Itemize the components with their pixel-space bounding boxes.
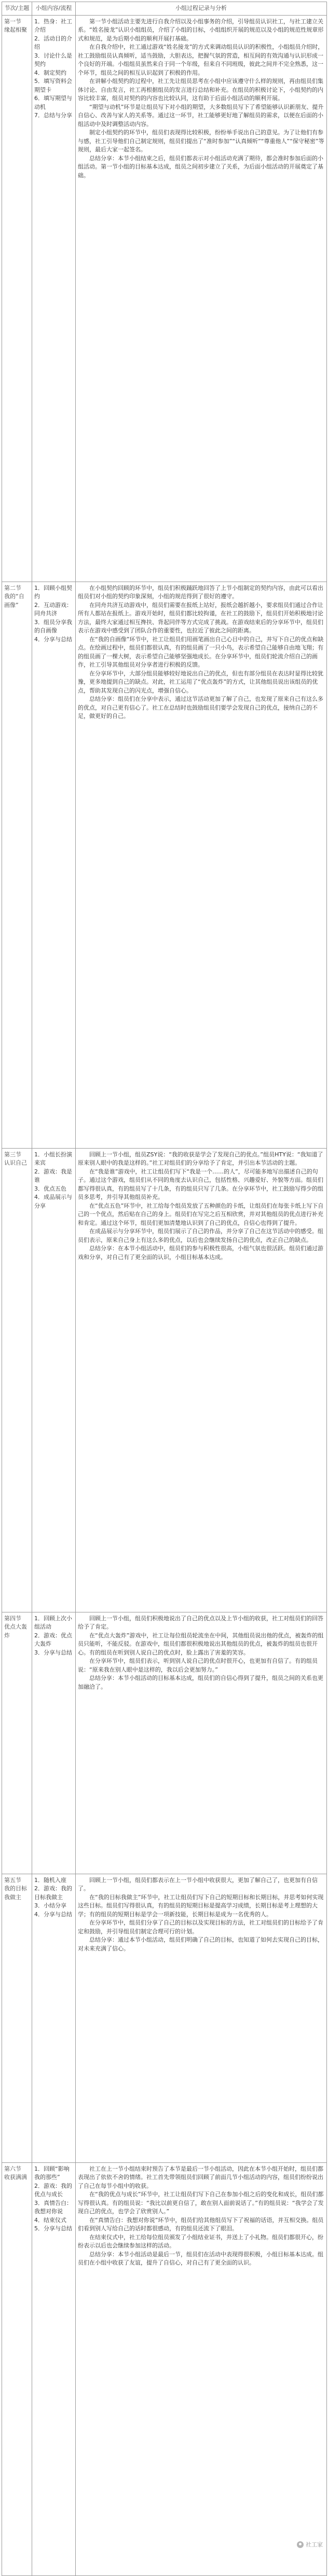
flow-list [32,15,76,582]
flow-item: 3．分享与总结 [34,1649,72,1656]
record-paragraph: 总结分享：本节小组结束之后，组员们都表示对小组活动充满了期待，都会准时参加后面的小组活动。第一节小组的目标基本达成，组员之间初步建立了关系，为后面小组活动的开展奠定了基础。 [78,154,323,179]
section-title [2,1148,32,1612]
table-row [2,2162,327,2575]
record-paragraph: 在成品展示与分享环节中，组员们展示了自己的作品，并分享了自己在这节活动中的感受。组员们表示，原来自己身上有这么多的优点，以后也会继续发扬自己的优点，改正自己的缺点。 [78,1228,323,1243]
section-title [2,2162,32,2575]
record-analysis [76,1874,327,2162]
record-paragraph: 在分享环节中，组员们分享了自己的目标以及实现目标的方法，社工对组员们的目标给予了肯定和鼓励，并引导组员们制定合理可行的计划。 [78,1919,323,1935]
record-paragraph: 在分享环节中，组员们表示，听到别人说自己的优点时很开心，也更加有自信了。有的组员说：“原来我在别人眼中是这样的，我以后会更加努力。” [78,1658,318,1673]
flow-item: 7．总结与分享 [34,112,72,119]
flow-item: 1．回顾“影响我的那些” [34,2165,70,2181]
flow-item: 3．优点五色 [34,1185,66,1192]
flow-item: 2．游戏：我的优点与成长 [34,2182,72,2198]
flow-list [32,1612,76,1874]
record-paragraph: 在“我的优点与成长”环节中，社工让组员们写下自己在参加小组之后的变化和成长，组员们都写得很认真。有的组员说：“我比以前更自信了，敢在别人面前说话了。”有的组员说：“我学会了发现自己的优点，也学会了欣赏别人。” [78,2191,324,2215]
flow-item: 2．游戏：我的目标我做主 [34,1885,72,1901]
section-title-text: 第二节 我的“自画像” [4,584,24,608]
section-title-text: 第三节 认识自己 [4,1151,27,1166]
record-paragraph: 在小组契约回顾的环节中，组员们积极踊跃地回答了上节小组制定的契约内容，由此可以看出组员们对小组的契约印象深刻，小组的规范得到了很好的遵守。 [78,584,323,600]
record-paragraph: “期望与动机”环节是让组员写下对小组的期望，大多数组员写下了希望能够认识新朋友、提升自信心、改善与家人的关系等。通过这一环节，社工能够更好地了解组员的需求，以便在后面的小组活动中及时调整活动内容。 [78,103,324,128]
header-flow: 小组内容/流程 [32,2,76,16]
flow-item: 3．小结分享 [34,1902,66,1909]
flow-item: 5．分享与总结 [34,2225,72,2232]
flow-list [32,1874,76,2162]
flow-item: 2．游戏：我是谁 [34,1168,72,1183]
table-row [2,582,327,1148]
record-paragraph: 在分享环节中，大部分组员能够较好地说出自己的优点，但也有部分组员在表达时显得比较犹豫，更多地提到自己的缺点。对此，社工运用了“优点轰炸”的方式，让其他组员说出该组员的优点，帮助其发现自己的闪光点，增强自信心。 [78,670,323,694]
record-paragraph: 在讲解小组契约的过程中，社工先让组员思考在小组中应该遵守什么样的规则，再由组员们集体讨论、自由发言，社工再根据组员的发言进行总结和补充。在组员的积极讨论下，小组契约的内容比较丰富，组员对契约的内容也比较认同，这有助于后面小组活动的顺利开展。 [78,78,323,102]
record-paragraph: 在“优点大轰炸”游戏中，社工让每位组员轮流坐在中间，其他组员说出他的优点，被轰炸的组员只能听，不能反驳。在游戏中，组员们都很积极地说出其他组员的优点，被轰炸的组员也很开心。有的组员在听到别人说自己的优点时，脸上露出了害羞的笑容。 [78,1632,324,1656]
record-analysis [76,15,327,582]
flow-item: 6．填写期望与动机 [34,95,72,110]
flow-item: 1．随机入座 [34,1876,66,1884]
record-paragraph: 在“我的目标我做主”环节中，社工让组员们写下自己的短期目标和长期目标，并思考如何实现这些目标。组员们写得很认真，有的组员的短期目标是提高学习成绩，长期目标是考上理想的大学；有的组员的短期目标是学会一项新技能，长期目标是成为一名优秀的人。 [78,1893,324,1918]
table-row [2,15,327,582]
section-title-text: 第六节 收获满满 [4,2165,27,2181]
flow-item: 4．制定契约 [34,69,66,76]
flow-item: 3．讨论什么是契约 [34,52,72,67]
record-analysis [76,582,327,1148]
table-row [2,1148,327,1612]
record-paragraph: 制定小组契约的环节中，组员们表现得比较积极，纷纷举手说出自己的意见。为了让他们有参与感，社工引导他们自己制定规则，组员们提出了“准时参加”“认真倾听”“尊重他人”“保守秘密”等规则，最后大家一起签名。 [78,129,324,153]
record-paragraph: 回顾上一节小组，组员们积极地说出了自己的优点以及上节小组的收获，社工对组员们的回答给予了肯定。 [78,1615,323,1630]
table-row [2,1612,327,1874]
section-title [2,582,32,1148]
section-title-text: 第五节 我的目标我做主 [4,1876,27,1901]
flow-item: 1．回顾上次小组活动 [34,1615,72,1630]
record-analysis [76,1148,327,1612]
section-title-text: 第一节 缘起相聚 [4,18,27,33]
flow-item: 3．真情告白：我想对你说 [34,2199,72,2215]
flow-item: 2．互动游戏：同舟共济 [34,601,72,617]
table-header-row [2,2,327,16]
flow-item: 4．结束仪式 [34,2216,66,2224]
record-analysis [76,2162,327,2575]
watermark-text: 社工家 [306,2541,323,2548]
watermark [297,2540,323,2549]
record-paragraph: 在“我是谁”游戏中，社工让组员们写下“我是一个……的人”，尽可能多地写出描述自己的句子。通过这个游戏，组员们从不同的角度去认识自己，包括性格、兴趣爱好、外貌等方面。组员们都写得很认真，有的组员写了十几条，有的组员只写了几条。在分享环节中，社工鼓励写得少的组员多思考，并引导其他组员补充。 [78,1168,323,1200]
flow-list [32,1148,76,1612]
record-paragraph: 回顾上一节小组，组员们都表示在上一节小组中收获很大，更加了解自己了，也更加有自信了。 [78,1876,318,1892]
group-record-table [2,2,327,2576]
section-title [2,1612,32,1874]
flow-item: 1．回顾小组契约 [34,584,72,600]
flow-item: 4．分享与总结 [34,1910,72,1918]
flow-item: 1．小组长扮演来宾 [34,1151,72,1166]
section-title [2,1874,32,2162]
section-title-text: 第四节 优点大轰炸 [4,1615,27,1639]
record-paragraph: 总结分享：在本节小组活动中，组员们的参与积极性很高，小组气氛也很活跃。组员们通过游戏和分享，对自己有了更全面的认识，小组目标基本达成。 [78,1245,323,1261]
flow-item: 1．热身：社工介绍 [34,18,72,33]
record-paragraph: 回顾上一节小组，组员ZSY说：“我的收获是学会了发现自己的优点。”组员HTY说：“我知道了原来别人眼中的我是这样的。”社工对组员们的分享给予了肯定，并引出本节活动的主题。 [78,1151,323,1166]
record-paragraph: 在自我介绍中，社工通过游戏“姓名接龙”的方式来调动组员认识的积极性，小组组员介绍时，社工鼓励组员认真倾听，适当鼓励，大胆表达，把握气氛的营造，相互间的有效沟通与认识形成一个良好的开端。小组组员虽然来自于同一个年级，但来自不同班级，彼此之间并不完全熟悉，这一个环节，组员之间的相互认识起到了积极的作用。 [78,44,324,76]
flow-list [32,582,76,1148]
record-paragraph: 第一节小组活动主要先进行自我介绍以及小组事务的介绍，引导组员认识社工，与社工建立关系。“姓名接龙”认识小组组员，介绍了小组的目标，小组组织开展的规范以及小组的规范性规章形式和规范，是为后期小组的顺利开展打基础。 [78,18,324,42]
flow-item: 5．填写资料会期望卡 [34,78,72,93]
record-paragraph: 总结分享：通过本节小组活动，组员们明确了自己的目标，也知道了如何去实现自己的目标，对未来充满了信心。 [78,1936,323,1952]
header-record: 小组过程记录与分析 [76,2,327,16]
record-paragraph: 总结分享：本节小组活动的目标基本达成，组员们的自信心得到了提升，组员之间的关系也更加融洽了。 [78,1675,323,1690]
table-row [2,1874,327,2162]
flow-item: 3．组员分享我的自画像 [34,618,72,634]
record-paragraph: 在同舟共济互动游戏中，组员们需要在报纸上站好，报纸会越折越小，要求组员们通过合作让所有人都站在报纸上。游戏开始时，组员们都比较拘谨，在社工的鼓励下，组员们开始积极地讨论方法，最终大家通过相互搀扶、背起同伴等方式完成了挑战。在游戏结束后的分享环节中，组员们表示在游戏中感受到了团队合作的重要性，也拉近了彼此之间的距离。 [78,601,323,634]
record-paragraph: 在“真情告白：我想对你说”环节中，组员们给其他组员写下了祝福的话语，并互相交换。组员们看到别人写给自己的话时都很感动，有的组员还流下了眼泪。 [78,2216,324,2232]
record-paragraph: 总结分享：组员们在分享中表示，通过这节活动更加了解了自己，也发现了原来自己有这么多的优点，对自己更有信心了。社工在总结时也鼓励组员们要学会发现自己的优点，接纳自己的不足，做更好的自己。 [78,696,323,719]
flow-list [32,2162,76,2575]
record-paragraph: 社工在上一节小组结束时预告了本节是最后一节小组活动，因此在本节小组开始时，组员们都表现出了依依不舍的情绪。社工首先带领组员们回顾了前面几节小组活动的内容，组员们纷纷说出了自己在每节小组中的收获。 [78,2165,323,2189]
flow-item: 4．成品展示与分享 [34,1194,72,1209]
wechat-icon [297,2541,304,2548]
section-title [2,15,32,582]
flow-item: 2．活动目的介绍 [34,35,72,50]
record-paragraph: 总结分享：本节小组活动是最后一节，组员们在活动中表现得很积极，小组目标基本达成。组员们在小组中收获了友谊，提升了自信心，对自己有了更全面的认识。 [78,2251,323,2266]
record-analysis [76,1612,327,1874]
header-section: 节次/主题 [2,2,32,16]
flow-item: 2．游戏：优点大轰炸 [34,1632,72,1647]
record-paragraph: 在结束仪式中，社工给每位组员颁发了小组结业证书，并送上了小礼物。组员们都很开心，纷纷表示以后也会继续参加这样的活动。 [78,2233,323,2249]
flow-item: 4．分享与总结 [34,635,72,643]
record-paragraph: 在“我的自画像”环节中，社工让组员们用画笔画出自己心目中的自己，并写下自己的优点和缺点。在绘画过程中，组员们都很认真，有的组员画了一只小鸟，表示希望自己能够自由地飞翔；有的组员画了一棵大树，表示希望自己能够坚强地成长。在分享环节中，组员们轮流介绍自己的画作，社工引导其他组员对分享者进行积极的反馈。 [78,635,324,668]
record-paragraph: 在“优点五色”环节中，社工给每个组员发放了五种颜色的卡纸，让组员们在每张卡纸上写下自己的一个优点，然后贴在自己的身上。组员们在写完之后互相欣赏，并对其他组员的优点进行补充和肯定。通过这个环节，组员们更加清楚地认识到了自己的优点，自信心也得到了提升。 [78,1202,324,1226]
